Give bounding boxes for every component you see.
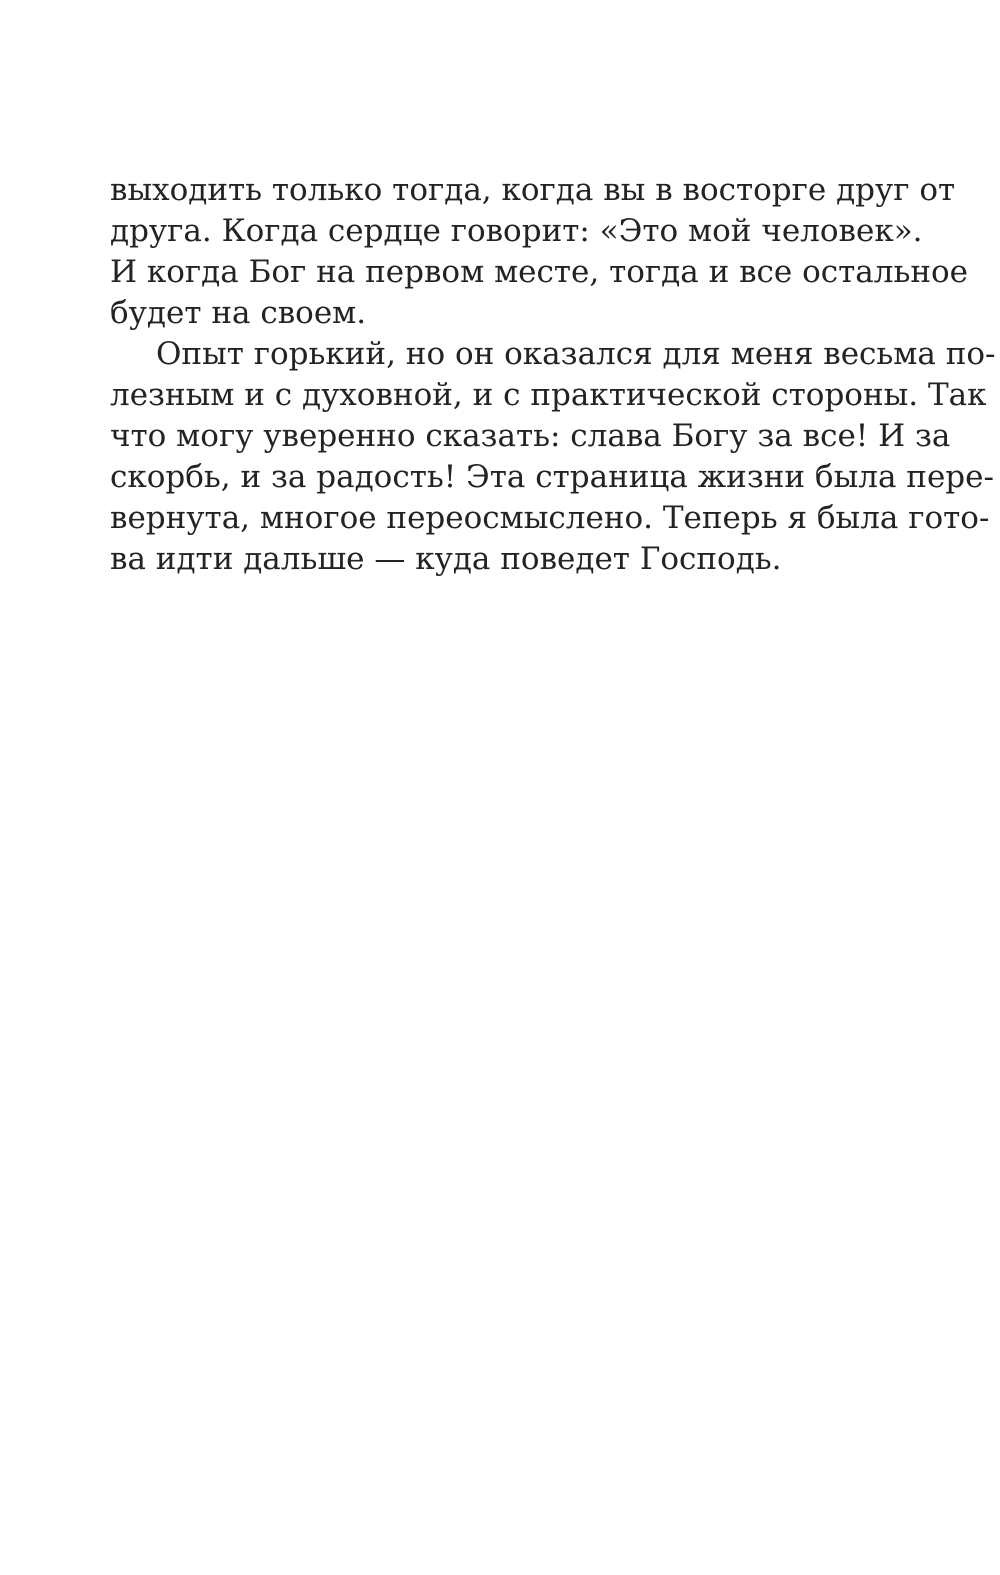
text-line: вернута, многое переосмыслено. Теперь я была гото-	[110, 500, 990, 536]
text-line: выходить только тогда, когда вы в восторге друг от	[110, 172, 956, 208]
text-line: будет на своем.	[110, 295, 367, 331]
paragraph-1	[110, 170, 968, 334]
text-line: что могу уверенно сказать: слава Богу за все! И за	[110, 418, 951, 454]
body-text	[110, 170, 996, 580]
text-line: Опыт горький, но он оказался для меня весьма по-	[156, 336, 996, 372]
text-line: И когда Бог на первом месте, тогда и все остальное	[110, 254, 968, 290]
text-line: ва идти дальше — куда поведет Господь.	[110, 541, 782, 577]
paragraph-2	[110, 334, 996, 580]
text-line: друга. Когда сердце говорит: «Это мой человек».	[110, 213, 923, 249]
text-line: лезным и с духовной, и с практической стороны. Так	[110, 377, 987, 413]
text-line: скорбь, и за радость! Эта страница жизни была пере-	[110, 459, 994, 495]
